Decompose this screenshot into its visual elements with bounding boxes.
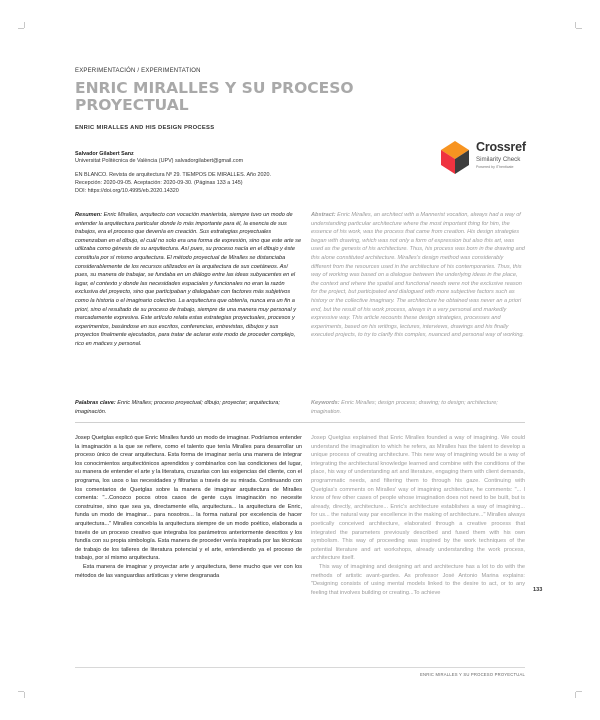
crossref-logo-icon	[438, 138, 472, 176]
crop-mark	[576, 691, 582, 692]
running-footer: ENRIC MIRALLES Y SU PROCESO PROYECTUAL	[420, 672, 525, 677]
abstract-en	[311, 211, 525, 340]
author-affiliation: Universitat Politècnica de València (UPV) salvadorgilabert@gmail.com	[75, 158, 244, 164]
keywords-en	[311, 399, 525, 416]
reception-dates: Recepción: 2020-09-05. Aceptación: 2020-09-30. (Páginas 133 a 145)	[75, 179, 243, 186]
body-en	[311, 434, 525, 597]
page-number: 133	[533, 587, 543, 593]
footer-divider	[75, 667, 525, 668]
section-label: EXPERIMENTACIÓN / EXPERIMENTATION	[75, 68, 201, 74]
author-name: Salvador Gilabert Sanz	[75, 151, 134, 157]
crop-mark	[24, 22, 25, 28]
crossref-subtitle: Similarity Check	[476, 156, 521, 163]
article-title-line: PROYECTUAL	[75, 96, 189, 114]
body-en-paragraph: Josep Quetglas explained that Enric Miralles founded a way of imagining. We could understand the imagination to which he refers, as Miralles has the talent to develop a unique process of creating architecture. This new way of imagining would be a way of integrating the architectural knowledge learned and combine with the conditions of the place, his way of understanding art and literature, engaging them with client demands, programmatic needs, and filtering them to through his gaze. Continuing with Quetglas's comments on Miralles' way of imagining architecture, he comments: "... I know of few other cases of people whose imagination does not need to be built, but is already, directly, architecture... Enric's architecture establishes a way of imagining... for us... the natural way par excellence in the making of architecture..." Miralles always poetically conceived architecture, elaborated through a creative process that integrated the parameters previously described and fused them with his own symbolism. This way of proceeding was inspired by the work techniques of the potential literature and art workshops, already understanding the work process, architecture itself.	[311, 435, 525, 562]
body-es	[75, 434, 302, 580]
crop-mark	[24, 692, 25, 698]
journal-info: EN BLANCO. Revista de arquitectura Nº 29. TIEMPOS DE MIRALLES. Año 2020.	[75, 172, 272, 178]
article-title	[75, 80, 405, 114]
keywords-es-text: Enric Miralles; proceso proyectual; dibujo; proyectar; arquitectura; imaginación.	[75, 400, 280, 415]
abstract-en-label: Abstract:	[311, 212, 336, 218]
abstract-es	[75, 211, 302, 349]
body-en-paragraph: This way of imagining and designing art and architecture has a lot to do with the methods of artistic avant-gardes. As professor José Antonio Marina explains: "Designing consists of using mental models linked to the desire to act, or to any feeling that involves building or creating...To achieve	[311, 563, 525, 596]
crossref-badge[interactable]	[438, 138, 532, 178]
abstract-en-text: Enric Miralles, an architect with a Mannerist vocation, always had a way of understanding particular architecture where the most important thing for him, the essence of his work, was the process that came from creation. His design strategies began with drawing, which was not only a form of expression but also this art, was used as the genesis of his architecture. Thus, his process was born in the drawing and this alone constituted architecture. Miralles's design method was considerably different from the resources used in the architecture of his contemporaries. Thus, this way of working was based on a dialogue between the underlying ideas in the place, the context and where the spatial and functional needs were not the exclusive reason for the project, but participated and dialogued with more subjective factors such as history or the collective imaginary. The architecture he obtained was never an a priori end, but the result of his work process, always in a very personal and markedly expressive way. This article recounts these design strategies, processes and experiments, based on his writings, lectures, interviews, drawings and his finally executed projects, to try to clarify this complex, nuanced and personal way of working.	[311, 212, 525, 339]
crossref-name: Crossref	[476, 140, 526, 154]
body-es-paragraph: Esta manera de imaginar y proyectar arte y arquitectura, tiene mucho que ver con los métodos de las vanguardias artísticas y viene desgranada	[75, 563, 302, 579]
crop-mark	[18, 691, 24, 692]
article-subtitle: ENRIC MIRALLES AND HIS DESIGN PROCESS	[75, 125, 215, 131]
crop-mark	[575, 692, 576, 698]
abstract-es-label: Resumen:	[75, 212, 103, 218]
body-es-paragraph: Josep Quetglas explicó que Enric Miralles fundó un modo de imaginar. Podríamos entender la imaginación a la que se refiere, como el talento que tenía Miralles para desarrollar un proceso único de crear arquitectura. Esta forma de imaginar sería una manera de integrar los conocimientos arquitectónicos aprendidos y combinarlos con las condiciones del lugar, su manera de entender el arte y la literatura, cruzarlas con las exigencias del cliente, con el programa, los usos o las necesidades y filtrarlas a través de su mirada. Continuando con los comentarios de Quetglas sobre la manera de imaginar arquitectura de Miralles comenta: "...Conozco pocos otros casos de gente cuya imaginación no necesite construirse, sino que sea ya, directamente ella, arquitectura... la arquitectura de Enric, funda un modo de imaginar... para nosotros... la forma natural por excelencia de hacer arquitectura..." Miralles concebía la arquitectura siempre de un modo poético, elaborada a través de un proceso creativo que integraba los parámetros anteriormente descritos y los fundía con su propia simbología. Esta manera de proceder venía inspirada por las técnicas de trabajo de los talleres de literatura potencial y el arte, entendiendo ya el proceso de trabajo, por sí mismo arquitectura.	[75, 435, 302, 562]
keywords-es-label: Palabras clave:	[75, 400, 116, 406]
article-title-line: ENRIC MIRALLES Y SU PROCESO	[75, 79, 354, 97]
doi-link[interactable]: DOI: https://doi.org/10.4995/eb.2020.14320	[75, 187, 179, 194]
keywords-es	[75, 399, 302, 416]
crossref-powered: Powered by iThenticate	[476, 165, 514, 169]
keywords-en-label: Keywords:	[311, 400, 340, 406]
abstract-es-text: Enric Miralles, arquitecto con vocación manierista, siempre tuvo un modo de entender la arquitectura particular donde lo más importante para él, la esencia de sus trabajos, era el proceso que devenía en creación. Sus estrategias proyectuales comenzaban en el dibujo, el cuál no solo era una forma de expresión, sino que este arte se utilizaba como génesis de su arquitectura. Así pues, su proceso nacía en el dibujo y éste constituía por sí mismo arquitectura. El método proyectual de Miralles se distanciaba considerablemente de los recursos utilizados en la arquitectura de sus coetáneos. Así pues, su manera de trabajar, se fundaba en un diálogo entre las ideas subyacentes en el lugar, el contexto y donde las necesidades espaciales y funcionales no eran la razón exclusiva del proyecto, sino que participaban y dialogaban con factores más subjetivos como la historia o el imaginario colectivo. La arquitectura que obtenía, nunca era un fin a priori, sino el resultado de su proceso de trabajo, siempre de una manera muy personal y marcadamente expresiva. Este artículo relata estas estrategias proyectuales, procesos y experimentos, basándose en sus escritos, conferencias, entrevistas, dibujos y sus proyectos finalmente ejecutados, para tratar de aclarar este modo de proceder complejo, rico en matices y personal.	[75, 212, 302, 347]
crop-mark	[18, 28, 24, 29]
publication-meta	[75, 172, 271, 195]
keywords-en-text: Enric Miralles; design process; drawing; to design; architecture; imagination.	[311, 400, 498, 415]
crop-mark	[576, 28, 582, 29]
divider	[75, 422, 525, 423]
